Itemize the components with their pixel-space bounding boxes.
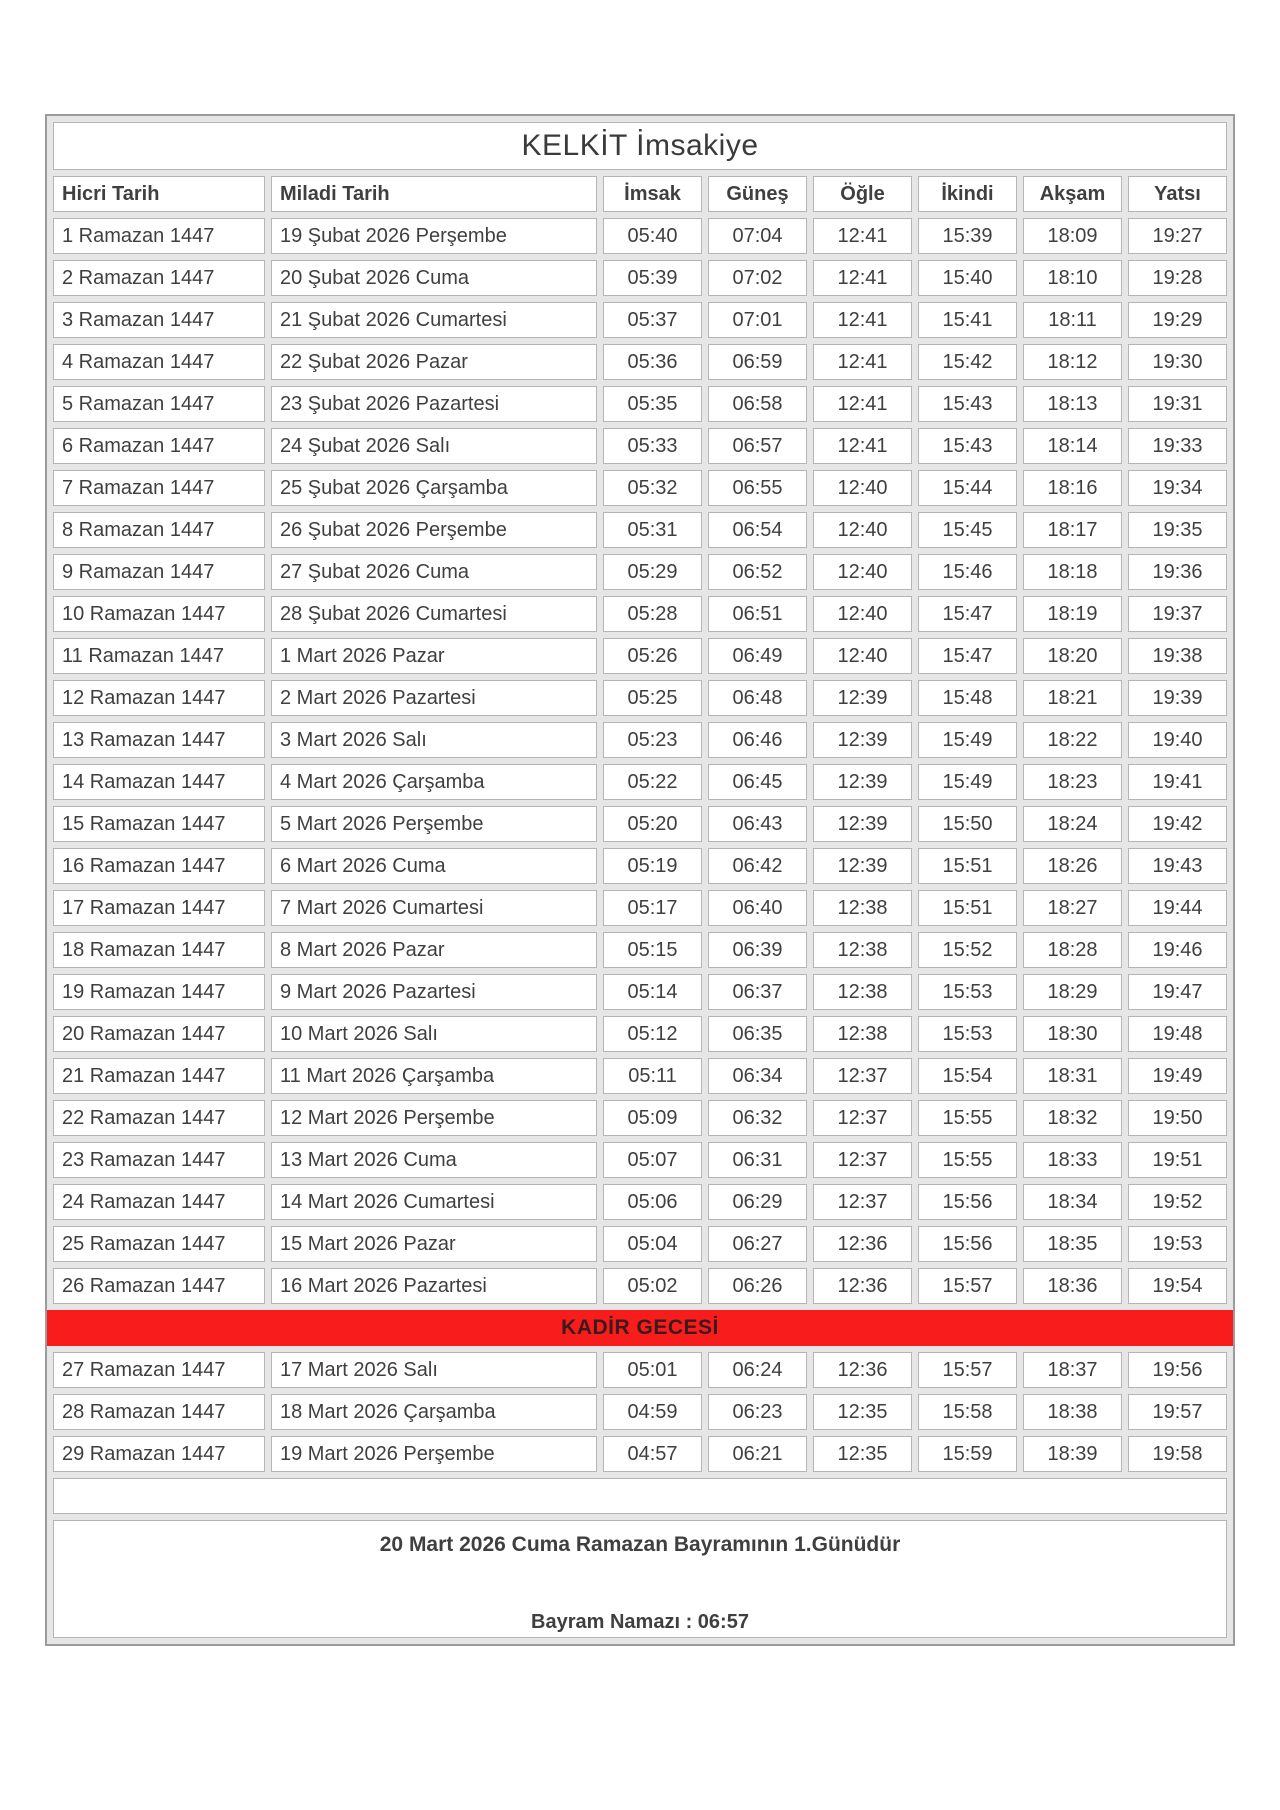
miladi-date-cell: 25 Şubat 2026 Çarşamba — [271, 470, 597, 506]
time-cell-gunes: 06:26 — [708, 1268, 807, 1304]
time-cell-gunes: 06:45 — [708, 764, 807, 800]
miladi-date-cell: 19 Şubat 2026 Perşembe — [271, 218, 597, 254]
time-cell-aksam: 18:20 — [1023, 638, 1122, 674]
miladi-date-cell: 16 Mart 2026 Pazartesi — [271, 1268, 597, 1304]
time-cell-yatsi: 19:42 — [1128, 806, 1227, 842]
time-cell-yatsi: 19:31 — [1128, 386, 1227, 422]
time-cell-imsak: 05:40 — [603, 218, 702, 254]
time-cell-ogle: 12:38 — [813, 890, 912, 926]
time-cell-yatsi: 19:30 — [1128, 344, 1227, 380]
time-cell-imsak: 05:33 — [603, 428, 702, 464]
time-cell-imsak: 05:32 — [603, 470, 702, 506]
time-cell-ogle: 12:36 — [813, 1268, 912, 1304]
table-row — [53, 722, 1227, 758]
time-cell-ogle: 12:38 — [813, 1016, 912, 1052]
time-cell-aksam: 18:09 — [1023, 218, 1122, 254]
miladi-date-cell: 9 Mart 2026 Pazartesi — [271, 974, 597, 1010]
time-cell-ikindi: 15:55 — [918, 1100, 1017, 1136]
time-cell-gunes: 06:46 — [708, 722, 807, 758]
time-cell-yatsi: 19:39 — [1128, 680, 1227, 716]
time-cell-imsak: 05:25 — [603, 680, 702, 716]
time-cell-ikindi: 15:42 — [918, 344, 1017, 380]
hicri-date-cell: 14 Ramazan 1447 — [53, 764, 265, 800]
time-cell-ogle: 12:39 — [813, 848, 912, 884]
time-cell-aksam: 18:36 — [1023, 1268, 1122, 1304]
time-cell-ikindi: 15:43 — [918, 386, 1017, 422]
time-cell-ogle: 12:37 — [813, 1184, 912, 1220]
time-cell-gunes: 07:01 — [708, 302, 807, 338]
time-cell-yatsi: 19:48 — [1128, 1016, 1227, 1052]
time-cell-yatsi: 19:29 — [1128, 302, 1227, 338]
hicri-date-cell: 6 Ramazan 1447 — [53, 428, 265, 464]
time-cell-imsak: 05:02 — [603, 1268, 702, 1304]
time-cell-aksam: 18:35 — [1023, 1226, 1122, 1262]
time-cell-ikindi: 15:56 — [918, 1184, 1017, 1220]
miladi-date-cell: 24 Şubat 2026 Salı — [271, 428, 597, 464]
time-cell-imsak: 05:28 — [603, 596, 702, 632]
hicri-date-cell: 11 Ramazan 1447 — [53, 638, 265, 674]
table-row — [53, 386, 1227, 422]
header-row — [53, 176, 1227, 212]
time-cell-ogle: 12:37 — [813, 1100, 912, 1136]
miladi-date-cell: 18 Mart 2026 Çarşamba — [271, 1394, 597, 1430]
miladi-date-cell: 23 Şubat 2026 Pazartesi — [271, 386, 597, 422]
time-cell-yatsi: 19:43 — [1128, 848, 1227, 884]
time-cell-gunes: 06:51 — [708, 596, 807, 632]
table-row — [53, 344, 1227, 380]
time-cell-yatsi: 19:37 — [1128, 596, 1227, 632]
time-cell-ikindi: 15:39 — [918, 218, 1017, 254]
table-row — [53, 974, 1227, 1010]
hicri-date-cell: 23 Ramazan 1447 — [53, 1142, 265, 1178]
time-cell-aksam: 18:38 — [1023, 1394, 1122, 1430]
time-cell-gunes: 06:59 — [708, 344, 807, 380]
time-cell-aksam: 18:39 — [1023, 1436, 1122, 1472]
time-cell-yatsi: 19:57 — [1128, 1394, 1227, 1430]
time-cell-aksam: 18:26 — [1023, 848, 1122, 884]
time-cell-yatsi: 19:34 — [1128, 470, 1227, 506]
time-cell-ikindi: 15:43 — [918, 428, 1017, 464]
miladi-date-cell: 15 Mart 2026 Pazar — [271, 1226, 597, 1262]
time-cell-ogle: 12:36 — [813, 1352, 912, 1388]
time-cell-yatsi: 19:44 — [1128, 890, 1227, 926]
miladi-date-cell: 3 Mart 2026 Salı — [271, 722, 597, 758]
time-cell-gunes: 06:31 — [708, 1142, 807, 1178]
table-row — [53, 1268, 1227, 1304]
time-cell-ikindi: 15:57 — [918, 1268, 1017, 1304]
time-cell-yatsi: 19:49 — [1128, 1058, 1227, 1094]
time-cell-gunes: 06:23 — [708, 1394, 807, 1430]
hicri-date-cell: 26 Ramazan 1447 — [53, 1268, 265, 1304]
time-cell-ikindi: 15:53 — [918, 1016, 1017, 1052]
time-cell-gunes: 06:35 — [708, 1016, 807, 1052]
time-cell-ogle: 12:41 — [813, 386, 912, 422]
time-cell-imsak: 05:15 — [603, 932, 702, 968]
miladi-date-cell: 4 Mart 2026 Çarşamba — [271, 764, 597, 800]
time-cell-yatsi: 19:53 — [1128, 1226, 1227, 1262]
hicri-date-cell: 3 Ramazan 1447 — [53, 302, 265, 338]
table-row — [53, 1142, 1227, 1178]
time-cell-gunes: 06:34 — [708, 1058, 807, 1094]
time-cell-ogle: 12:40 — [813, 554, 912, 590]
time-cell-imsak: 05:39 — [603, 260, 702, 296]
time-cell-imsak: 05:19 — [603, 848, 702, 884]
time-cell-yatsi: 19:33 — [1128, 428, 1227, 464]
spacer-row — [53, 1478, 1227, 1514]
time-cell-ikindi: 15:49 — [918, 722, 1017, 758]
time-cell-yatsi: 19:46 — [1128, 932, 1227, 968]
time-cell-gunes: 06:32 — [708, 1100, 807, 1136]
time-cell-aksam: 18:10 — [1023, 260, 1122, 296]
column-header-imsak: İmsak — [603, 176, 702, 212]
time-cell-aksam: 18:23 — [1023, 764, 1122, 800]
time-cell-yatsi: 19:54 — [1128, 1268, 1227, 1304]
time-cell-ikindi: 15:58 — [918, 1394, 1017, 1430]
time-cell-aksam: 18:32 — [1023, 1100, 1122, 1136]
time-cell-ikindi: 15:41 — [918, 302, 1017, 338]
time-cell-gunes: 06:57 — [708, 428, 807, 464]
imsakiye-table — [45, 114, 1235, 1646]
hicri-date-cell: 8 Ramazan 1447 — [53, 512, 265, 548]
time-cell-imsak: 05:22 — [603, 764, 702, 800]
time-cell-aksam: 18:14 — [1023, 428, 1122, 464]
hicri-date-cell: 15 Ramazan 1447 — [53, 806, 265, 842]
time-cell-aksam: 18:34 — [1023, 1184, 1122, 1220]
time-cell-imsak: 05:31 — [603, 512, 702, 548]
time-cell-gunes: 07:04 — [708, 218, 807, 254]
hicri-date-cell: 16 Ramazan 1447 — [53, 848, 265, 884]
time-cell-aksam: 18:19 — [1023, 596, 1122, 632]
time-cell-imsak: 05:07 — [603, 1142, 702, 1178]
time-cell-ikindi: 15:48 — [918, 680, 1017, 716]
time-cell-gunes: 06:43 — [708, 806, 807, 842]
time-cell-ikindi: 15:51 — [918, 890, 1017, 926]
hicri-date-cell: 28 Ramazan 1447 — [53, 1394, 265, 1430]
time-cell-ogle: 12:41 — [813, 302, 912, 338]
miladi-date-cell: 20 Şubat 2026 Cuma — [271, 260, 597, 296]
time-cell-ikindi: 15:49 — [918, 764, 1017, 800]
time-cell-aksam: 18:28 — [1023, 932, 1122, 968]
miladi-date-cell: 12 Mart 2026 Perşembe — [271, 1100, 597, 1136]
time-cell-gunes: 06:52 — [708, 554, 807, 590]
time-cell-imsak: 05:23 — [603, 722, 702, 758]
column-header-aksam: Akşam — [1023, 176, 1122, 212]
time-cell-gunes: 06:21 — [708, 1436, 807, 1472]
time-cell-ogle: 12:40 — [813, 470, 912, 506]
time-cell-imsak: 05:14 — [603, 974, 702, 1010]
time-cell-imsak: 05:20 — [603, 806, 702, 842]
time-cell-imsak: 05:26 — [603, 638, 702, 674]
table-row — [53, 764, 1227, 800]
time-cell-gunes: 06:58 — [708, 386, 807, 422]
time-cell-yatsi: 19:41 — [1128, 764, 1227, 800]
miladi-date-cell: 21 Şubat 2026 Cumartesi — [271, 302, 597, 338]
column-header-ogle: Öğle — [813, 176, 912, 212]
time-cell-gunes: 06:40 — [708, 890, 807, 926]
miladi-date-cell: 19 Mart 2026 Perşembe — [271, 1436, 597, 1472]
hicri-date-cell: 10 Ramazan 1447 — [53, 596, 265, 632]
time-cell-imsak: 05:06 — [603, 1184, 702, 1220]
table-row — [53, 1016, 1227, 1052]
time-cell-yatsi: 19:51 — [1128, 1142, 1227, 1178]
time-cell-aksam: 18:11 — [1023, 302, 1122, 338]
time-cell-ikindi: 15:46 — [918, 554, 1017, 590]
miladi-date-cell: 2 Mart 2026 Pazartesi — [271, 680, 597, 716]
table-row — [53, 1352, 1227, 1388]
time-cell-gunes: 07:02 — [708, 260, 807, 296]
table-row — [53, 1184, 1227, 1220]
time-cell-ogle: 12:40 — [813, 512, 912, 548]
hicri-date-cell: 4 Ramazan 1447 — [53, 344, 265, 380]
table-row — [53, 1394, 1227, 1430]
time-cell-yatsi: 19:47 — [1128, 974, 1227, 1010]
time-cell-ogle: 12:40 — [813, 638, 912, 674]
table-row — [53, 1226, 1227, 1262]
time-cell-ogle: 12:38 — [813, 932, 912, 968]
time-cell-yatsi: 19:35 — [1128, 512, 1227, 548]
time-cell-aksam: 18:17 — [1023, 512, 1122, 548]
time-cell-ikindi: 15:45 — [918, 512, 1017, 548]
time-cell-gunes: 06:29 — [708, 1184, 807, 1220]
column-header-hicri-tarih: Hicri Tarih — [53, 176, 265, 212]
time-cell-aksam: 18:16 — [1023, 470, 1122, 506]
time-cell-ogle: 12:37 — [813, 1142, 912, 1178]
time-cell-gunes: 06:54 — [708, 512, 807, 548]
hicri-date-cell: 19 Ramazan 1447 — [53, 974, 265, 1010]
time-cell-ikindi: 15:55 — [918, 1142, 1017, 1178]
time-cell-ogle: 12:38 — [813, 974, 912, 1010]
table-row — [53, 428, 1227, 464]
time-cell-ikindi: 15:50 — [918, 806, 1017, 842]
bayram-date-note: 20 Mart 2026 Cuma Ramazan Bayramının 1.Günüdür — [379, 1533, 901, 1556]
page-title: KELKİT İmsakiye — [53, 122, 1227, 170]
bayram-note-cell — [53, 1520, 1227, 1638]
miladi-date-cell: 1 Mart 2026 Pazar — [271, 638, 597, 674]
hicri-date-cell: 25 Ramazan 1447 — [53, 1226, 265, 1262]
table-row — [53, 596, 1227, 632]
time-cell-ogle: 12:41 — [813, 218, 912, 254]
time-cell-aksam: 18:31 — [1023, 1058, 1122, 1094]
table-row — [53, 260, 1227, 296]
table-row — [53, 1100, 1227, 1136]
hicri-date-cell: 27 Ramazan 1447 — [53, 1352, 265, 1388]
time-cell-ikindi: 15:54 — [918, 1058, 1017, 1094]
time-cell-ikindi: 15:57 — [918, 1352, 1017, 1388]
empty-cell — [53, 1478, 1227, 1514]
time-cell-ogle: 12:39 — [813, 680, 912, 716]
time-cell-gunes: 06:39 — [708, 932, 807, 968]
time-cell-aksam: 18:22 — [1023, 722, 1122, 758]
time-cell-ikindi: 15:40 — [918, 260, 1017, 296]
time-cell-yatsi: 19:58 — [1128, 1436, 1227, 1472]
time-cell-ikindi: 15:59 — [918, 1436, 1017, 1472]
ramazan-rows-section — [47, 218, 1233, 1304]
time-cell-yatsi: 19:28 — [1128, 260, 1227, 296]
time-cell-yatsi: 19:40 — [1128, 722, 1227, 758]
time-cell-aksam: 18:33 — [1023, 1142, 1122, 1178]
time-cell-imsak: 05:35 — [603, 386, 702, 422]
hicri-date-cell: 22 Ramazan 1447 — [53, 1100, 265, 1136]
table-row — [53, 932, 1227, 968]
time-cell-yatsi: 19:52 — [1128, 1184, 1227, 1220]
table-row — [53, 890, 1227, 926]
time-cell-gunes: 06:42 — [708, 848, 807, 884]
time-cell-aksam: 18:27 — [1023, 890, 1122, 926]
time-cell-ogle: 12:40 — [813, 596, 912, 632]
miladi-date-cell: 28 Şubat 2026 Cumartesi — [271, 596, 597, 632]
table-row — [53, 554, 1227, 590]
time-cell-ikindi: 15:51 — [918, 848, 1017, 884]
time-cell-yatsi: 19:27 — [1128, 218, 1227, 254]
hicri-date-cell: 29 Ramazan 1447 — [53, 1436, 265, 1472]
time-cell-imsak: 05:01 — [603, 1352, 702, 1388]
hicri-date-cell: 20 Ramazan 1447 — [53, 1016, 265, 1052]
time-cell-aksam: 18:24 — [1023, 806, 1122, 842]
time-cell-gunes: 06:27 — [708, 1226, 807, 1262]
column-header-ikindi: İkindi — [918, 176, 1017, 212]
time-cell-aksam: 18:13 — [1023, 386, 1122, 422]
miladi-date-cell: 7 Mart 2026 Cumartesi — [271, 890, 597, 926]
miladi-date-cell: 8 Mart 2026 Pazar — [271, 932, 597, 968]
time-cell-ikindi: 15:44 — [918, 470, 1017, 506]
time-cell-ogle: 12:37 — [813, 1058, 912, 1094]
time-cell-ogle: 12:39 — [813, 722, 912, 758]
table-row — [53, 806, 1227, 842]
column-header-miladi-tarih: Miladi Tarih — [271, 176, 597, 212]
table-row — [53, 512, 1227, 548]
miladi-date-cell: 22 Şubat 2026 Pazar — [271, 344, 597, 380]
time-cell-aksam: 18:12 — [1023, 344, 1122, 380]
miladi-date-cell: 11 Mart 2026 Çarşamba — [271, 1058, 597, 1094]
time-cell-aksam: 18:21 — [1023, 680, 1122, 716]
hicri-date-cell: 18 Ramazan 1447 — [53, 932, 265, 968]
time-cell-imsak: 05:36 — [603, 344, 702, 380]
time-cell-ikindi: 15:53 — [918, 974, 1017, 1010]
time-cell-imsak: 05:12 — [603, 1016, 702, 1052]
time-cell-yatsi: 19:36 — [1128, 554, 1227, 590]
after-kadir-rows-section — [47, 1352, 1233, 1472]
hicri-date-cell: 12 Ramazan 1447 — [53, 680, 265, 716]
time-cell-ogle: 12:41 — [813, 428, 912, 464]
time-cell-aksam: 18:18 — [1023, 554, 1122, 590]
time-cell-ogle: 12:39 — [813, 806, 912, 842]
time-cell-ogle: 12:41 — [813, 344, 912, 380]
time-cell-aksam: 18:37 — [1023, 1352, 1122, 1388]
time-cell-ogle: 12:41 — [813, 260, 912, 296]
time-cell-ogle: 12:35 — [813, 1436, 912, 1472]
miladi-date-cell: 14 Mart 2026 Cumartesi — [271, 1184, 597, 1220]
time-cell-yatsi: 19:38 — [1128, 638, 1227, 674]
hicri-date-cell: 13 Ramazan 1447 — [53, 722, 265, 758]
kadir-gecesi-banner: KADİR GECESİ — [47, 1310, 1233, 1346]
time-cell-yatsi: 19:50 — [1128, 1100, 1227, 1136]
hicri-date-cell: 24 Ramazan 1447 — [53, 1184, 265, 1220]
time-cell-aksam: 18:29 — [1023, 974, 1122, 1010]
time-cell-imsak: 05:04 — [603, 1226, 702, 1262]
time-cell-imsak: 05:37 — [603, 302, 702, 338]
table-row — [53, 470, 1227, 506]
miladi-date-cell: 13 Mart 2026 Cuma — [271, 1142, 597, 1178]
miladi-date-cell: 17 Mart 2026 Salı — [271, 1352, 597, 1388]
table-row — [53, 1058, 1227, 1094]
time-cell-yatsi: 19:56 — [1128, 1352, 1227, 1388]
time-cell-gunes: 06:37 — [708, 974, 807, 1010]
hicri-date-cell: 2 Ramazan 1447 — [53, 260, 265, 296]
footer-row — [53, 1520, 1227, 1638]
time-cell-imsak: 05:29 — [603, 554, 702, 590]
time-cell-ikindi: 15:56 — [918, 1226, 1017, 1262]
time-cell-gunes: 06:24 — [708, 1352, 807, 1388]
hicri-date-cell: 1 Ramazan 1447 — [53, 218, 265, 254]
bayram-prayer-time-note: Bayram Namazı : 06:57 — [531, 1611, 749, 1633]
time-cell-ogle: 12:39 — [813, 764, 912, 800]
miladi-date-cell: 6 Mart 2026 Cuma — [271, 848, 597, 884]
time-cell-ogle: 12:35 — [813, 1394, 912, 1430]
hicri-date-cell: 9 Ramazan 1447 — [53, 554, 265, 590]
miladi-date-cell: 5 Mart 2026 Perşembe — [271, 806, 597, 842]
time-cell-ikindi: 15:52 — [918, 932, 1017, 968]
column-header-gunes: Güneş — [708, 176, 807, 212]
hicri-date-cell: 17 Ramazan 1447 — [53, 890, 265, 926]
time-cell-imsak: 05:09 — [603, 1100, 702, 1136]
title-row — [53, 122, 1227, 170]
column-header-yatsi: Yatsı — [1128, 176, 1227, 212]
time-cell-gunes: 06:55 — [708, 470, 807, 506]
time-cell-ikindi: 15:47 — [918, 596, 1017, 632]
time-cell-imsak: 04:59 — [603, 1394, 702, 1430]
table-row — [53, 302, 1227, 338]
time-cell-imsak: 05:11 — [603, 1058, 702, 1094]
hicri-date-cell: 5 Ramazan 1447 — [53, 386, 265, 422]
table-row — [53, 1436, 1227, 1472]
table-row — [53, 638, 1227, 674]
table-row — [53, 848, 1227, 884]
hicri-date-cell: 21 Ramazan 1447 — [53, 1058, 265, 1094]
time-cell-imsak: 05:17 — [603, 890, 702, 926]
table-row — [53, 680, 1227, 716]
time-cell-gunes: 06:49 — [708, 638, 807, 674]
time-cell-imsak: 04:57 — [603, 1436, 702, 1472]
time-cell-ogle: 12:36 — [813, 1226, 912, 1262]
hicri-date-cell: 7 Ramazan 1447 — [53, 470, 265, 506]
time-cell-aksam: 18:30 — [1023, 1016, 1122, 1052]
miladi-date-cell: 10 Mart 2026 Salı — [271, 1016, 597, 1052]
table-row — [53, 218, 1227, 254]
miladi-date-cell: 26 Şubat 2026 Perşembe — [271, 512, 597, 548]
miladi-date-cell: 27 Şubat 2026 Cuma — [271, 554, 597, 590]
time-cell-ikindi: 15:47 — [918, 638, 1017, 674]
time-cell-gunes: 06:48 — [708, 680, 807, 716]
